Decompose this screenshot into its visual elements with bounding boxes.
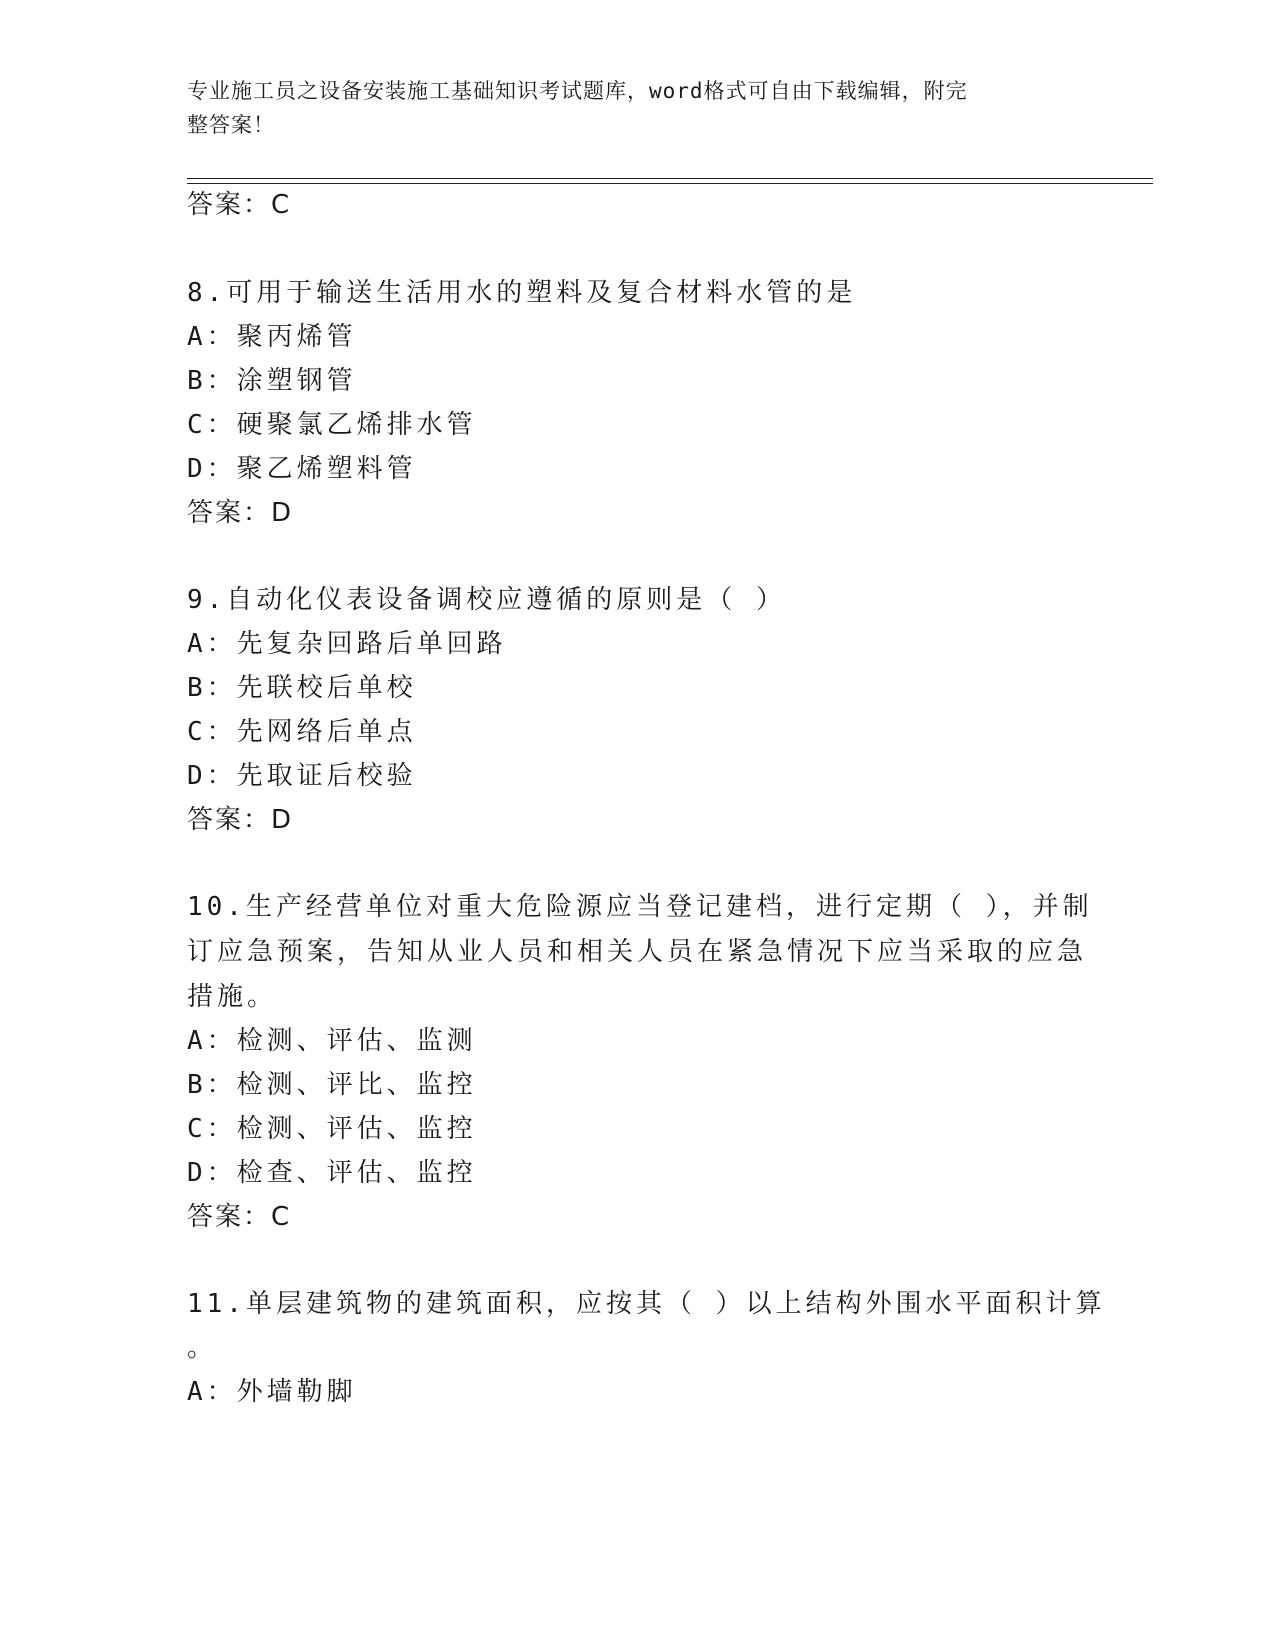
header-line-2: 整答案！ — [187, 113, 275, 137]
question-10-option-d: D：检查、评估、监控 — [187, 1158, 477, 1188]
question-11-stem-line-1: 11.单层建筑物的建筑面积，应按其（ ）以上结构外围水平面积计算 — [187, 1289, 1106, 1319]
question-9-option-c: C：先网络后单点 — [187, 717, 417, 747]
question-9-option-b: B：先联校后单校 — [187, 673, 417, 703]
question-10-stem-line-3: 措施。 — [187, 982, 278, 1012]
question-8-answer: 答案：D — [187, 498, 294, 528]
question-8-option-a: A：聚丙烯管 — [187, 322, 357, 352]
question-9-option-d: D：先取证后校验 — [187, 761, 417, 791]
question-11-option-a: A：外墙勒脚 — [187, 1377, 357, 1407]
question-10-option-b: B：检测、评比、监控 — [187, 1070, 477, 1100]
question-10-stem-line-1: 10.生产经营单位对重大危险源应当登记建档，进行定期（ ），并制 — [187, 892, 1093, 922]
header-line-1: 专业施工员之设备安装施工基础知识考试题库，word格式可自由下载编辑，附完 — [187, 79, 968, 103]
question-10-option-a: A：检测、评估、监测 — [187, 1026, 477, 1056]
question-9-option-a: A：先复杂回路后单回路 — [187, 629, 507, 659]
question-8-option-c: C：硬聚氯乙烯排水管 — [187, 410, 477, 440]
question-8-option-b: B：涂塑钢管 — [187, 366, 357, 396]
question-9-stem: 9.自动化仪表设备调校应遵循的原则是（ ） — [187, 585, 786, 615]
question-10-answer: 答案：C — [187, 1202, 292, 1232]
document-header — [187, 74, 1067, 142]
question-9-answer: 答案：D — [187, 805, 294, 835]
question-8-option-d: D：聚乙烯塑料管 — [187, 454, 417, 484]
question-8-stem: 8.可用于输送生活用水的塑料及复合材料水管的是 — [187, 278, 857, 308]
question-11-stem-line-2: 。 — [187, 1333, 218, 1363]
question-10-option-c: C：检测、评估、监控 — [187, 1114, 477, 1144]
question-10-stem-line-2: 订应急预案，告知从业人员和相关人员在紧急情况下应当采取的应急 — [187, 937, 1088, 967]
header-divider-bottom — [187, 183, 1153, 184]
header-divider-top — [187, 178, 1153, 179]
previous-answer: 答案：C — [187, 190, 292, 220]
